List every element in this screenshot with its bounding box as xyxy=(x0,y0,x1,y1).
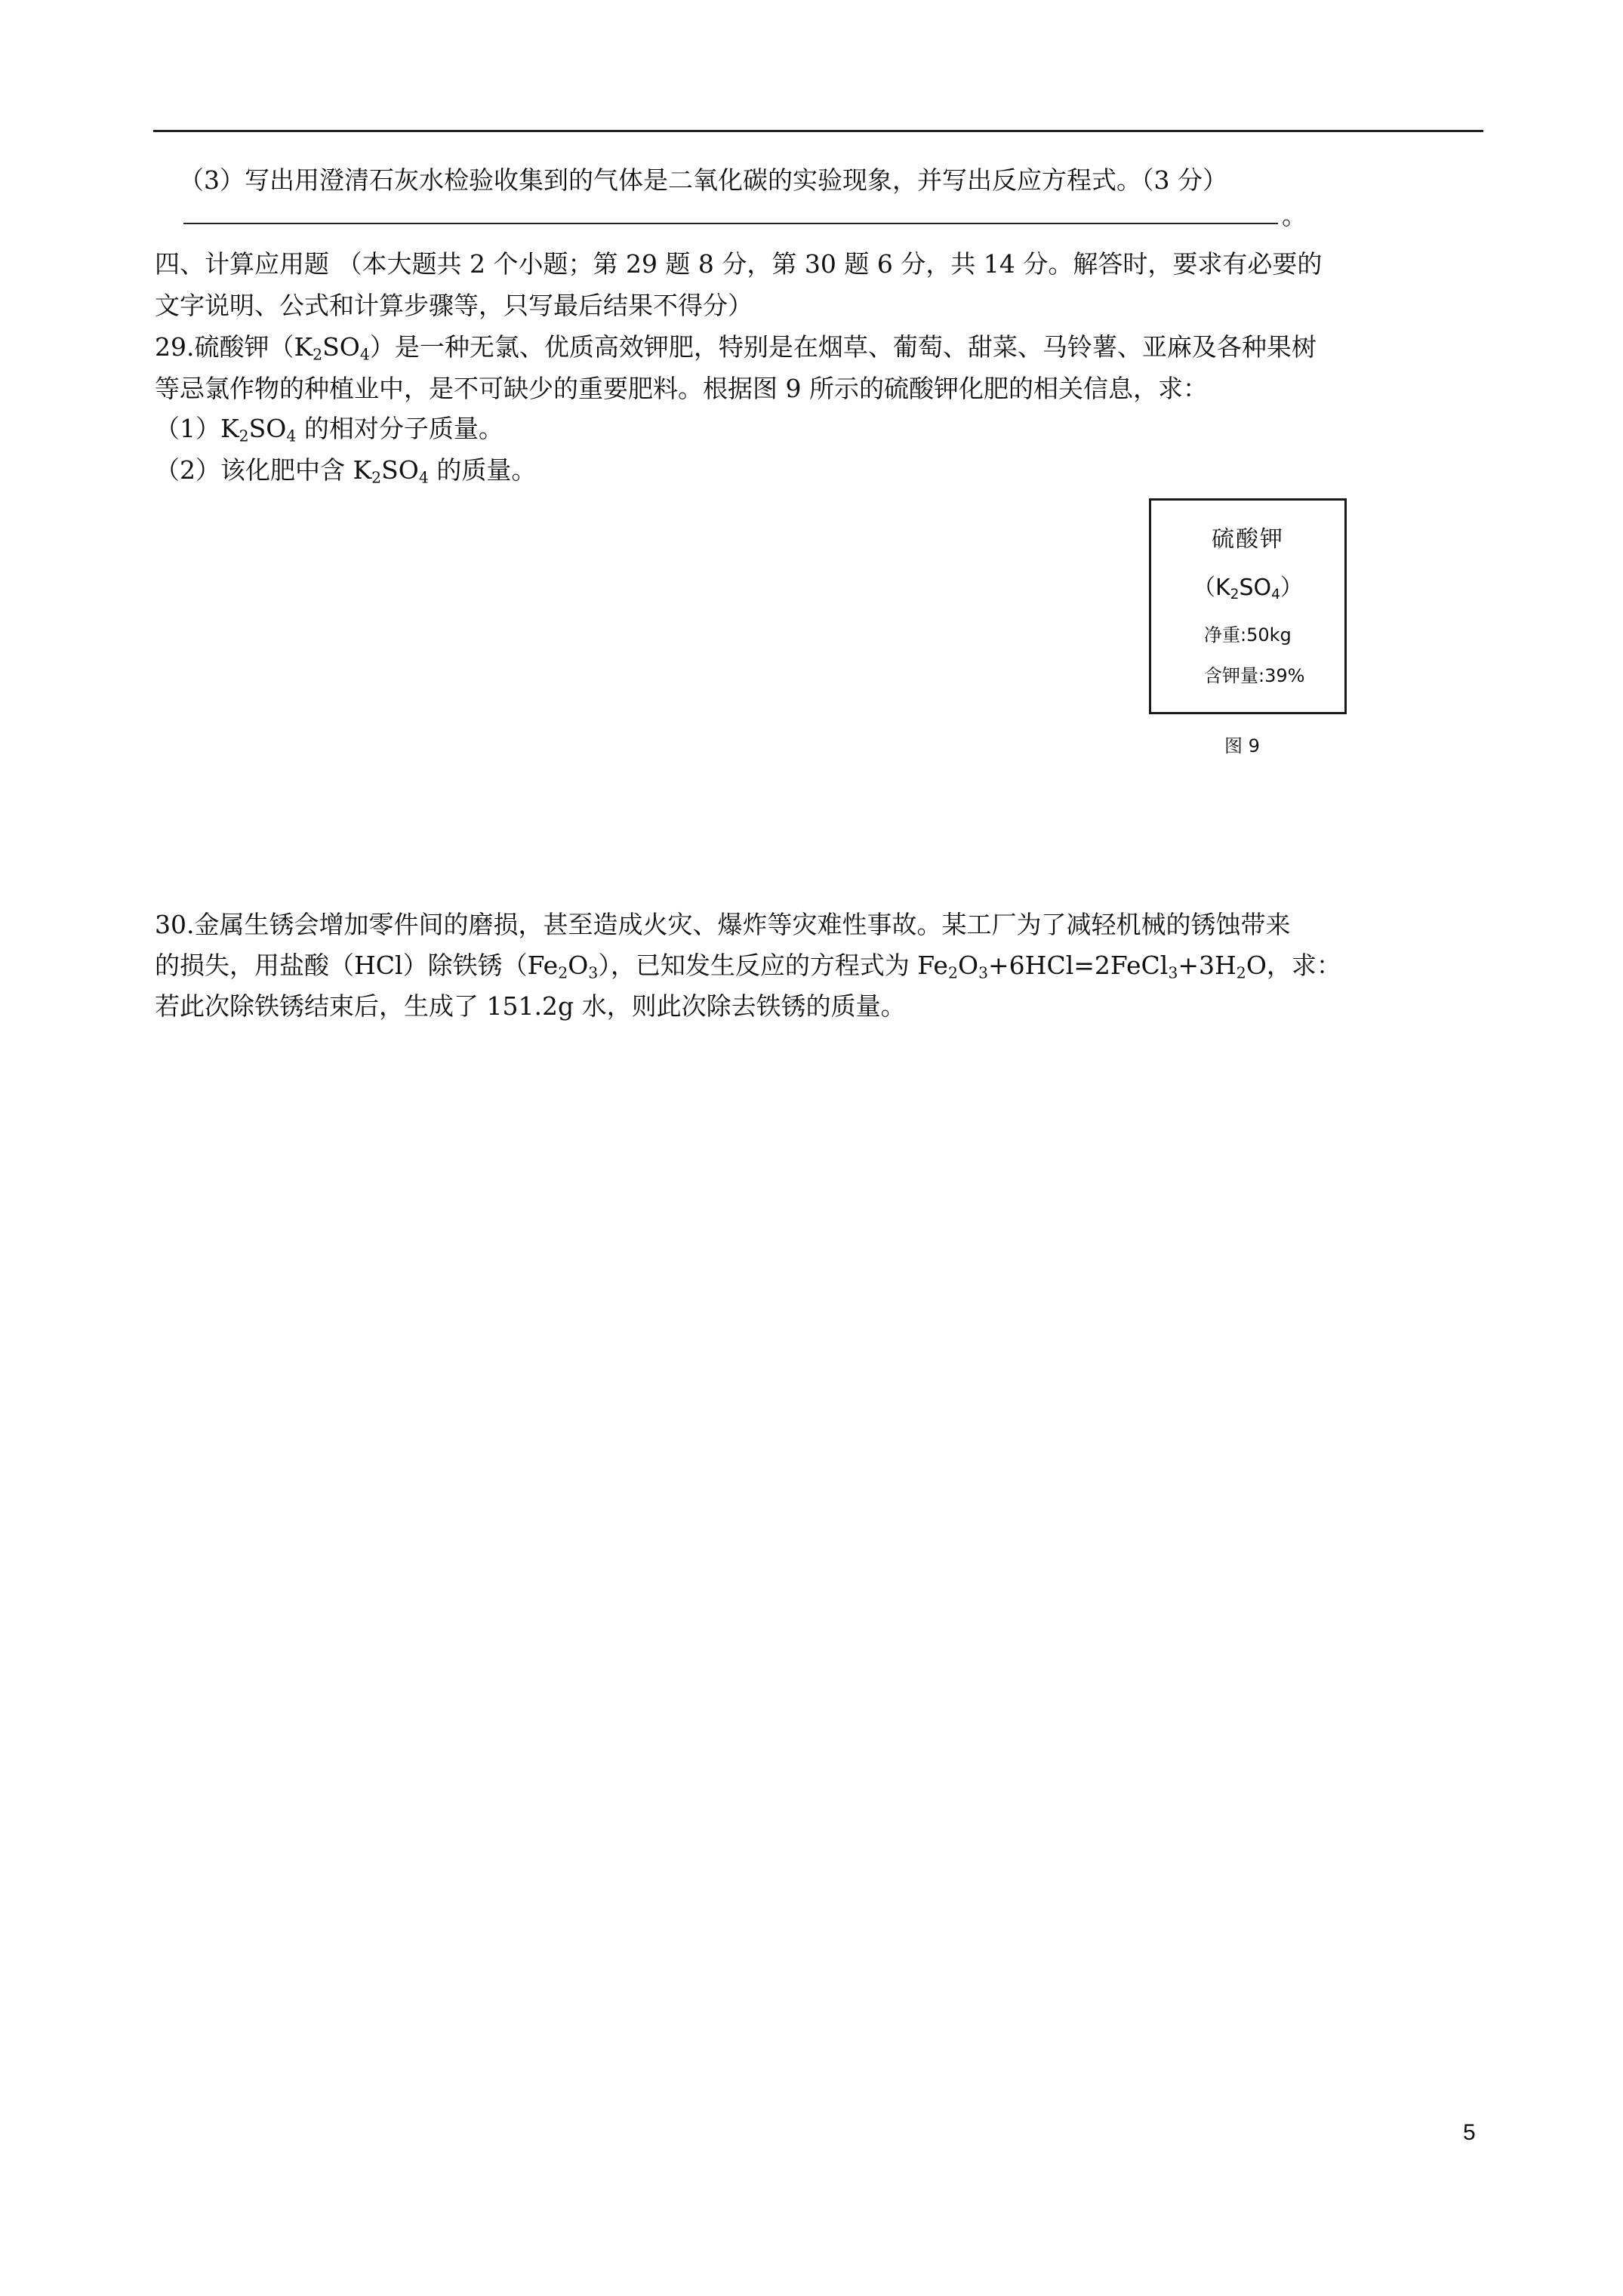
figure-net-weight: 净重:50kg xyxy=(1204,624,1292,646)
section-4-heading-line2: 文字说明、公式和计算步骤等，只写最后结果不得分） xyxy=(155,291,753,320)
answer-blank-line xyxy=(183,223,1278,224)
question-30-line3: 若此次除铁锈结束后，生成了 151.2g 水，则此次除去铁锈的质量。 xyxy=(155,991,906,1021)
figure-title: 硫酸钾 xyxy=(1212,526,1284,553)
fertilizer-label-figure xyxy=(1149,498,1347,714)
section-4-heading-line1: 四、计算应用题 （本大题共 2 个小题；第 29 题 8 分，第 30 题 6 分，共 14 分。解答时，要求有必要的 xyxy=(155,249,1323,279)
question-29-line1: 29.硫酸钾$(K_2SO_4)$是一种无氯、优质高效钾肥，特别是在烟草、葡萄、甜菜、马铃薯、亚麻及各种果树 xyxy=(155,332,1317,364)
question-29-line2: 等忌氯作物的种植业中，是不可缺少的重要肥料。根据图 9 所示的硫酸钾化肥的相关信息，求： xyxy=(155,374,1208,403)
figure-caption: 图 9 xyxy=(1224,735,1260,757)
question-29-part2: （2）该化肥中含 $K_2SO_4$ 的质量。 xyxy=(155,455,537,487)
page-number: 5 xyxy=(1463,2120,1476,2145)
header-rule xyxy=(153,130,1483,132)
question-28-3: （3）写出用澄清石灰水检验收集到的气体是二氧化碳的实验现象，并写出反应方程式。（3 分） xyxy=(179,165,1227,195)
figure-potassium-content: 含钾量:39% xyxy=(1204,665,1305,686)
answer-end-mark: 。 xyxy=(1282,201,1307,230)
question-30-line1: 30.金属生锈会增加零件间的磨损，甚至造成火灾、爆炸等灾难性事故。某工厂为了减轻机械的锈蚀带来 xyxy=(155,910,1291,939)
figure-formula: $(K_2SO_4)$ xyxy=(1192,575,1304,603)
question-29-part1: $(1)K_2SO_4$ 的相对分子质量。 xyxy=(155,414,504,445)
question-30-line2: 的损失，用盐酸（HCl）除铁锈$(Fe_2O_3)$，已知发生反应的方程式为 $Fe_2O_3+6HCl=2FeCl_3+3H_2O$，求： xyxy=(155,951,1341,982)
